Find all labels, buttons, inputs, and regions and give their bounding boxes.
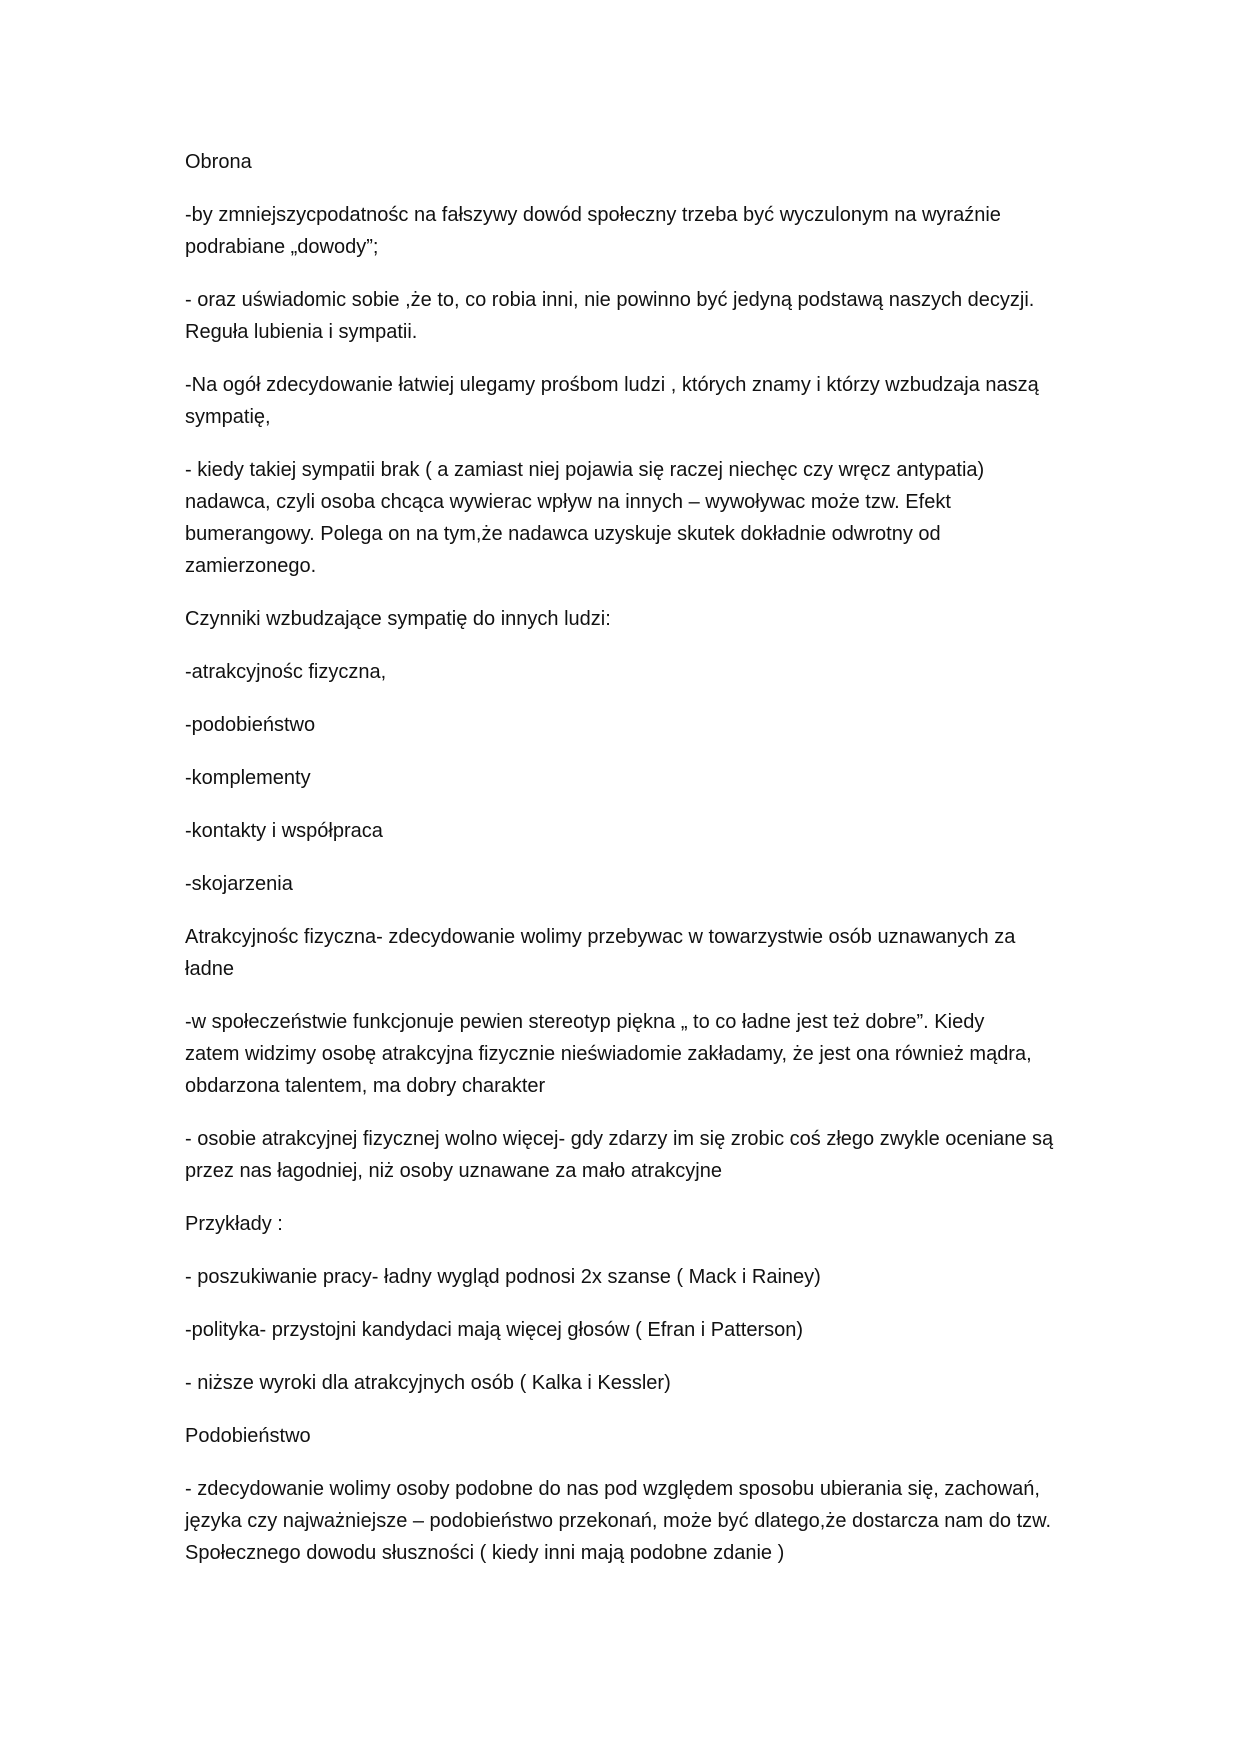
text-line: - oraz uświadomic sobie ,że to, co robia inni, nie powinno być jedyną podstawą naszych decyzji.	[185, 289, 1035, 311]
paragraph	[185, 1208, 1105, 1240]
text-line: -Na ogół zdecydowanie łatwiej ulegamy prośbom ludzi , których znamy i którzy wzbudzaja naszą	[185, 374, 1039, 396]
text-line: nadawca, czyli osoba chcąca wywierac wpływ na innych – wywoływac może tzw. Efekt	[185, 491, 951, 513]
paragraph	[185, 656, 1105, 688]
text-line: Obrona	[185, 151, 252, 173]
text-line: -komplementy	[185, 767, 311, 789]
text-line: Czynniki wzbudzające sympatię do innych ludzi:	[185, 608, 611, 630]
text-line: -skojarzenia	[185, 873, 293, 895]
text-line: zamierzonego.	[185, 555, 317, 577]
text-line: -atrakcyjnośc fizyczna,	[185, 661, 387, 683]
paragraph	[185, 921, 1105, 985]
paragraph	[185, 709, 1105, 741]
paragraph	[185, 1123, 1105, 1187]
document-body	[185, 146, 1105, 1590]
text-line: - kiedy takiej sympatii brak ( a zamiast niej pojawia się raczej niechęc czy wręcz antypatia)	[185, 459, 985, 481]
text-line: zatem widzimy osobę atrakcyjna fizycznie nieświadomie zakładamy, że jest ona również mądra,	[185, 1043, 1032, 1065]
paragraph	[185, 603, 1105, 635]
text-line: Przykłady :	[185, 1213, 283, 1235]
paragraph	[185, 146, 1105, 178]
text-line: - zdecydowanie wolimy osoby podobne do nas pod względem sposobu ubierania się, zachowań,	[185, 1478, 1040, 1500]
paragraph	[185, 1420, 1105, 1452]
text-line: sympatię,	[185, 406, 271, 428]
paragraph	[185, 762, 1105, 794]
text-line: przez nas łagodniej, niż osoby uznawane za mało atrakcyjne	[185, 1160, 722, 1182]
paragraph	[185, 1006, 1105, 1102]
paragraph	[185, 369, 1105, 433]
text-line: -by zmniejszycpodatnośc na fałszywy dowód społeczny trzeba być wyczulonym na wyraźnie	[185, 204, 1001, 226]
text-line: - osobie atrakcyjnej fizycznej wolno więcej- gdy zdarzy im się zrobic coś złego zwykle oceniane są	[185, 1128, 1054, 1150]
text-line: -podobieństwo	[185, 714, 316, 736]
paragraph	[185, 1261, 1105, 1293]
text-line: języka czy najważniejsze – podobieństwo przekonań, może być dlatego,że dostarcza nam do tzw.	[185, 1510, 1052, 1532]
text-line: -kontakty i współpraca	[185, 820, 383, 842]
text-line: obdarzona talentem, ma dobry charakter	[185, 1075, 546, 1097]
text-line: Atrakcyjnośc fizyczna- zdecydowanie wolimy przebywac w towarzystwie osób uznawanych za	[185, 926, 1016, 948]
paragraph	[185, 815, 1105, 847]
text-line: -polityka- przystojni kandydaci mają więcej głosów ( Efran i Patterson)	[185, 1319, 804, 1341]
paragraph	[185, 199, 1105, 263]
text-line: Podobieństwo	[185, 1425, 311, 1447]
paragraph	[185, 1314, 1105, 1346]
paragraph	[185, 868, 1105, 900]
text-line: - poszukiwanie pracy- ładny wygląd podnosi 2x szanse ( Mack i Rainey)	[185, 1266, 821, 1288]
text-line: ładne	[185, 958, 234, 980]
text-line: Reguła lubienia i sympatii.	[185, 321, 418, 343]
text-line: podrabiane „dowody”;	[185, 236, 379, 258]
paragraph	[185, 1473, 1105, 1569]
paragraph	[185, 284, 1105, 348]
text-line: Społecznego dowodu słuszności ( kiedy inni mają podobne zdanie )	[185, 1542, 785, 1564]
text-line: bumerangowy. Polega on na tym,że nadawca uzyskuje skutek dokładnie odwrotny od	[185, 523, 941, 545]
text-line: -w społeczeństwie funkcjonuje pewien stereotyp piękna „ to co ładne jest też dobre”. Kiedy	[185, 1011, 985, 1033]
text-line: - niższe wyroki dla atrakcyjnych osób ( Kalka i Kessler)	[185, 1372, 671, 1394]
paragraph	[185, 1367, 1105, 1399]
paragraph	[185, 454, 1105, 582]
